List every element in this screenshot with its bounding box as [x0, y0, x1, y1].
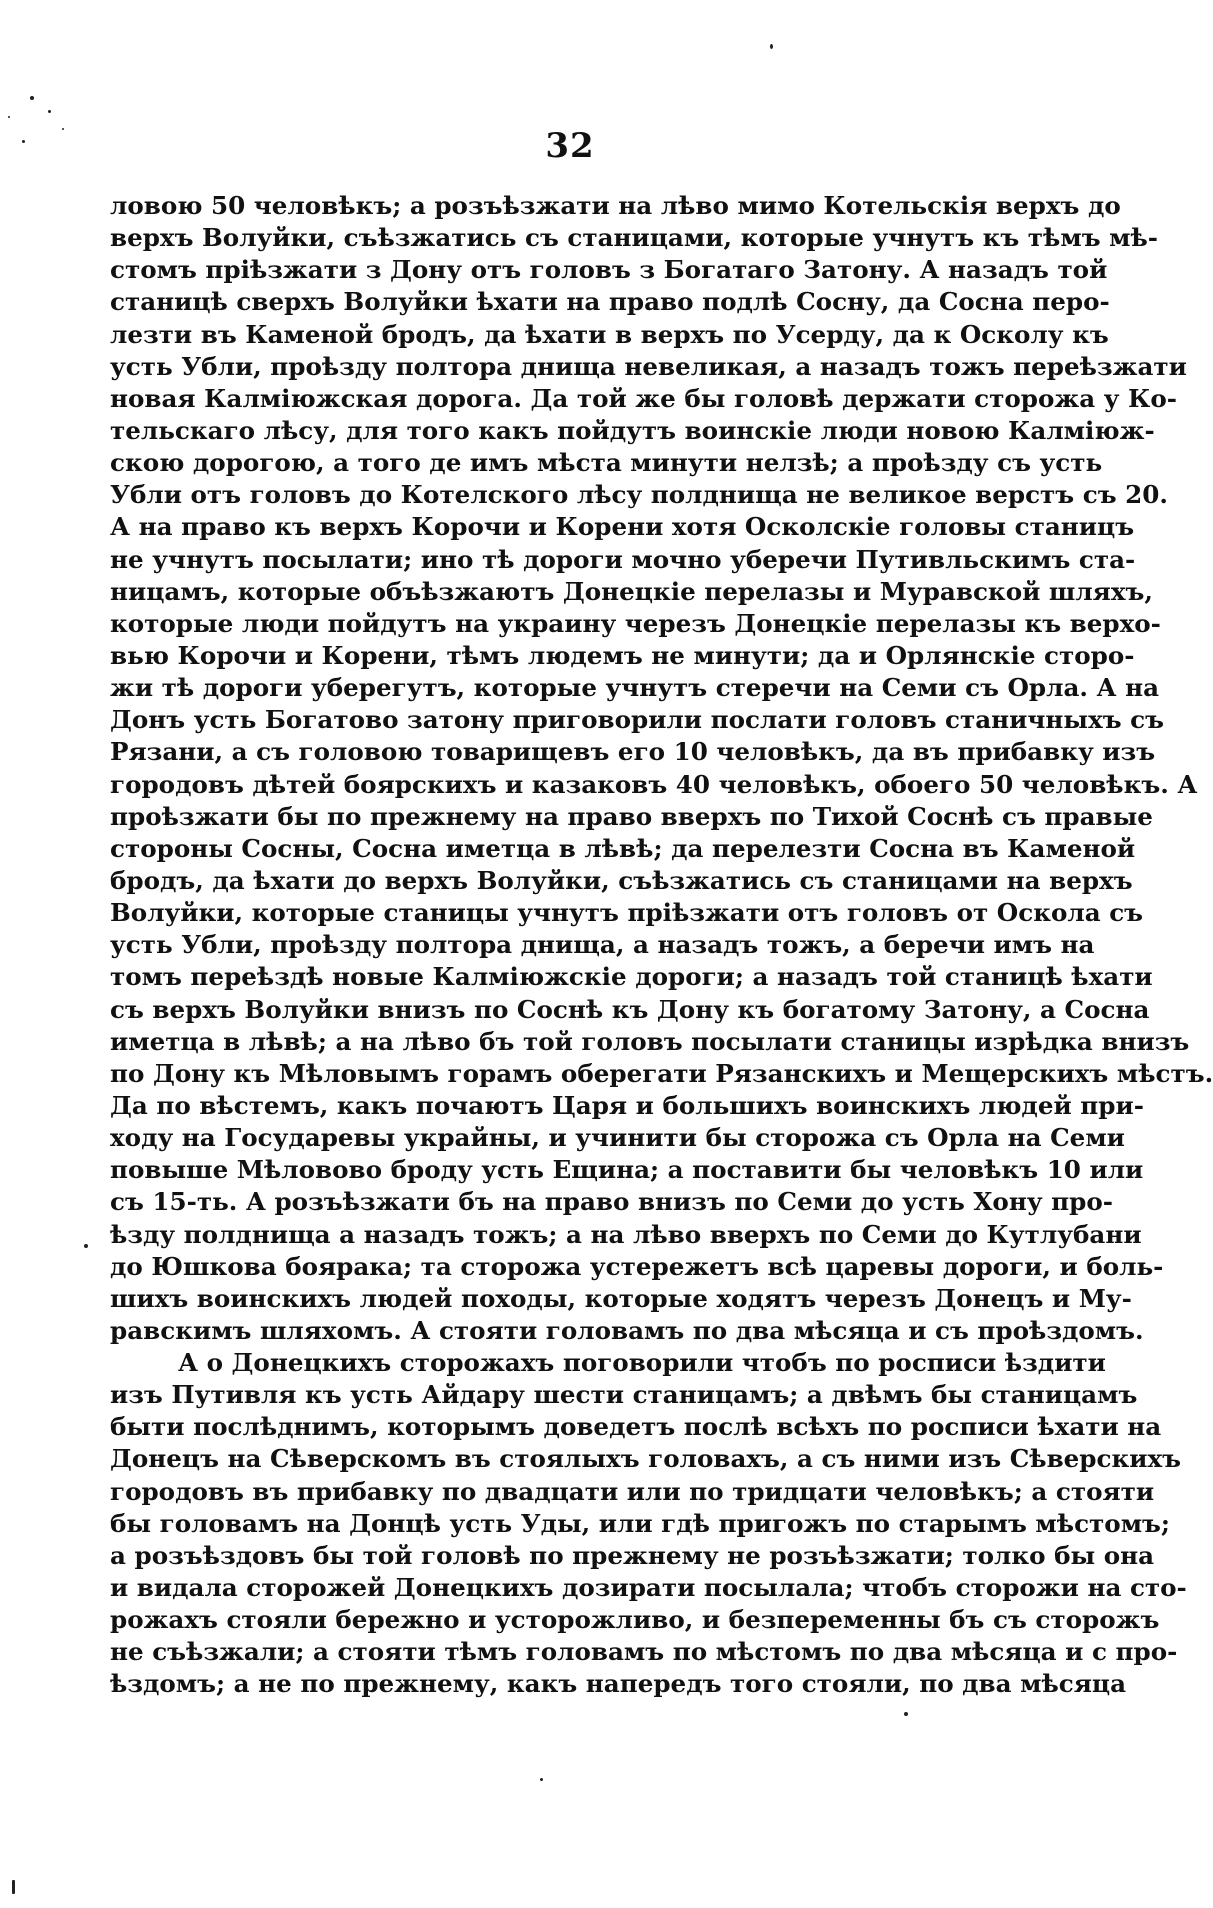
text-line: ловою 50 человѣкъ; а розъѣзжати на лѣво мимо Котельскiя верхъ до: [110, 191, 1121, 220]
page-number: 32: [545, 126, 595, 166]
text-line: Донъ усть Богатово затону приговорили послати головъ станичныхъ съ: [110, 705, 1165, 735]
text-line: съ верхъ Волуйки внизъ по Соснѣ къ Дону къ богатому Затону, а Сосна: [110, 994, 1150, 1024]
text-line: Волуйки, которые станицы учнутъ прiѣзжати отъ головъ от Оскола съ: [110, 898, 1144, 928]
text-line: ѣздомъ; а не по прежнему, какъ напередъ того стояли, по два мѣсяца: [110, 1669, 1127, 1699]
scan-speck: [30, 96, 34, 100]
text-line: тельскаго лѣсу, для того какъ пойдутъ воинскiе люди новою Калмiюж-: [110, 415, 1155, 445]
text-line: изъ Путивля къ усть Айдару шести станицамъ; а двѣмъ бы станицамъ: [110, 1380, 1138, 1410]
text-line: рожахъ стояли бережно и усторожливо, и безпеременны бъ съ сторожъ: [110, 1605, 1160, 1635]
text-line: по Дону къ Мѣловымъ горамъ оберегати Рязанскихъ и Мещерскихъ мѣстъ.: [110, 1058, 1213, 1088]
text-line: городовъ въ прибавку по двадцати или по тридцати человѣкъ; а стояти: [110, 1476, 1155, 1506]
text-line: повыше Мѣловово броду усть Ещина; а поставити бы человѣкъ 10 или: [110, 1155, 1144, 1185]
text-line: томъ переѣздѣ новые Калмiюжскiе дороги; а назадъ той станицѣ ѣхати: [110, 962, 1153, 992]
text-line: Убли отъ головъ до Котелского лѣсу полднища не великое верстъ съ 20.: [110, 480, 1168, 510]
text-line: стомъ прiѣзжати з Дону отъ головъ з Богатаго Затону. А назадъ той: [110, 255, 1108, 285]
text-line: шихъ воинскихъ людей походы, которые ходятъ черезъ Донецъ и Му-: [110, 1283, 1132, 1313]
text-line: вью Корочи и Корени, тѣмъ людемъ не минути; да и Орлянскiе сторо-: [110, 640, 1135, 670]
text-line: которые люди пойдутъ на украину черезъ Донецкiе перелазы къ верхо-: [110, 608, 1161, 638]
text-line: станицѣ сверхъ Волуйки ѣхати на право подлѣ Сосну, да Сосна перо-: [110, 287, 1110, 317]
body-text: [110, 190, 1213, 1701]
text-line: жи тѣ дороги уберегутъ, которые учнутъ стеречи на Семи съ Орла. А на: [110, 673, 1160, 703]
text-line: А о Донецкихъ сторожахъ поговорили чтобъ по росписи ѣздити: [178, 1348, 1106, 1378]
scan-speck: [22, 140, 25, 143]
scan-speck: [84, 1244, 88, 1248]
text-line: верхъ Волуйки, съѣзжатись съ станицами, которые учнутъ къ тѣмъ мѣ-: [110, 223, 1158, 253]
text-line: быти послѣднимъ, которымъ доведетъ послѣ всѣхъ по росписи ѣхати на: [110, 1412, 1162, 1442]
paragraph: [110, 1347, 1187, 1701]
scan-speck: [48, 110, 51, 113]
text-line: Да по вѣстемъ, какъ почаютъ Царя и большихъ воинскихъ людей при-: [110, 1090, 1144, 1120]
text-line: ницамъ, которые объѣзжаютъ Донецкiе перелазы и Муравской шляхъ,: [110, 576, 1153, 606]
text-line: равскимъ шляхомъ. А стояти головамъ по два мѣсяца и съ проѣздомъ.: [110, 1315, 1144, 1345]
scan-speck: [904, 1712, 908, 1716]
text-line: новая Калмiюжская дорога. Да той же бы головѣ держати сторожа у Ко-: [110, 383, 1178, 413]
text-line: скою дорогою, а того де имъ мѣста минути нелзѣ; а проѣзду съ усть: [110, 448, 1103, 478]
text-line: бродъ, да ѣхати до верхъ Волуйки, съѣзжатись съ станицами на верхъ: [110, 865, 1133, 895]
text-line: не учнутъ посылати; ино тѣ дороги мочно уберечи Путивльскимъ ста-: [110, 544, 1136, 574]
scan-speck: [770, 44, 773, 49]
scan-speck: [8, 116, 10, 118]
text-line: А на право къ верхъ Корочи и Корени хотя Осколскiе головы станицъ: [110, 512, 1135, 542]
scan-speck: [12, 1880, 15, 1894]
paragraph: [110, 190, 1213, 1347]
text-line: Рязани, а съ головою товарищевъ его 10 человѣкъ, да въ прибавку изъ: [110, 737, 1156, 767]
text-line: стороны Сосны, Сосна иметца в лѣвѣ; да перелезти Сосна въ Каменой: [110, 833, 1136, 863]
text-line: ѣзду полднища а назадъ тожъ; а на лѣво вверхъ по Семи до Кутлубани: [110, 1219, 1142, 1249]
text-line: усть Убли, проѣзду полтора днища невеликая, а назадъ тожъ переѣзжати: [110, 351, 1187, 381]
text-line: усть Убли, проѣзду полтора днища, а назадъ тожъ, а беречи имъ на: [110, 930, 1095, 960]
text-line: бы головамъ на Донцѣ усть Уды, или гдѣ пригожъ по старымъ мѣстомъ;: [110, 1508, 1171, 1538]
scan-speck: [62, 128, 64, 130]
text-line: а розъѣздовъ бы той головѣ по прежнему не розъѣзжати; толко бы она: [110, 1540, 1155, 1570]
text-line: Донецъ на Сѣверскомъ въ стоялыхъ головахъ, а съ ними изъ Сѣверскихъ: [110, 1444, 1182, 1474]
text-line: городовъ дѣтей боярскихъ и казаковъ 40 человѣкъ, обоего 50 человѣкъ. А: [110, 769, 1198, 799]
text-line: не съѣзжали; а стояти тѣмъ головамъ по мѣстомъ по два мѣсяца и с про-: [110, 1637, 1178, 1667]
text-line: до Юшкова боярака; та сторожа устережетъ всѣ царевы дороги, и боль-: [110, 1251, 1164, 1281]
text-line: проѣзжати бы по прежнему на право вверхъ по Тихой Соснѣ съ правые: [110, 801, 1153, 831]
text-line: иметца в лѣвѣ; а на лѣво бъ той головъ посылати станицы изрѣдка внизъ: [110, 1026, 1190, 1056]
text-line: лезти въ Каменой бродъ, да ѣхати в верхъ по Усерду, да к Осколу къ: [110, 319, 1109, 349]
text-line: и видала сторожей Донецкихъ дозирати посылала; чтобъ сторожи на сто-: [110, 1573, 1187, 1603]
text-line: ходу на Государевы украйны, и учинити бы сторожа съ Орла на Семи: [110, 1123, 1125, 1153]
text-line: съ 15-ть. А розъѣзжати бъ на право внизъ по Семи до усть Хону про-: [110, 1187, 1113, 1217]
scan-speck: [540, 1778, 543, 1781]
